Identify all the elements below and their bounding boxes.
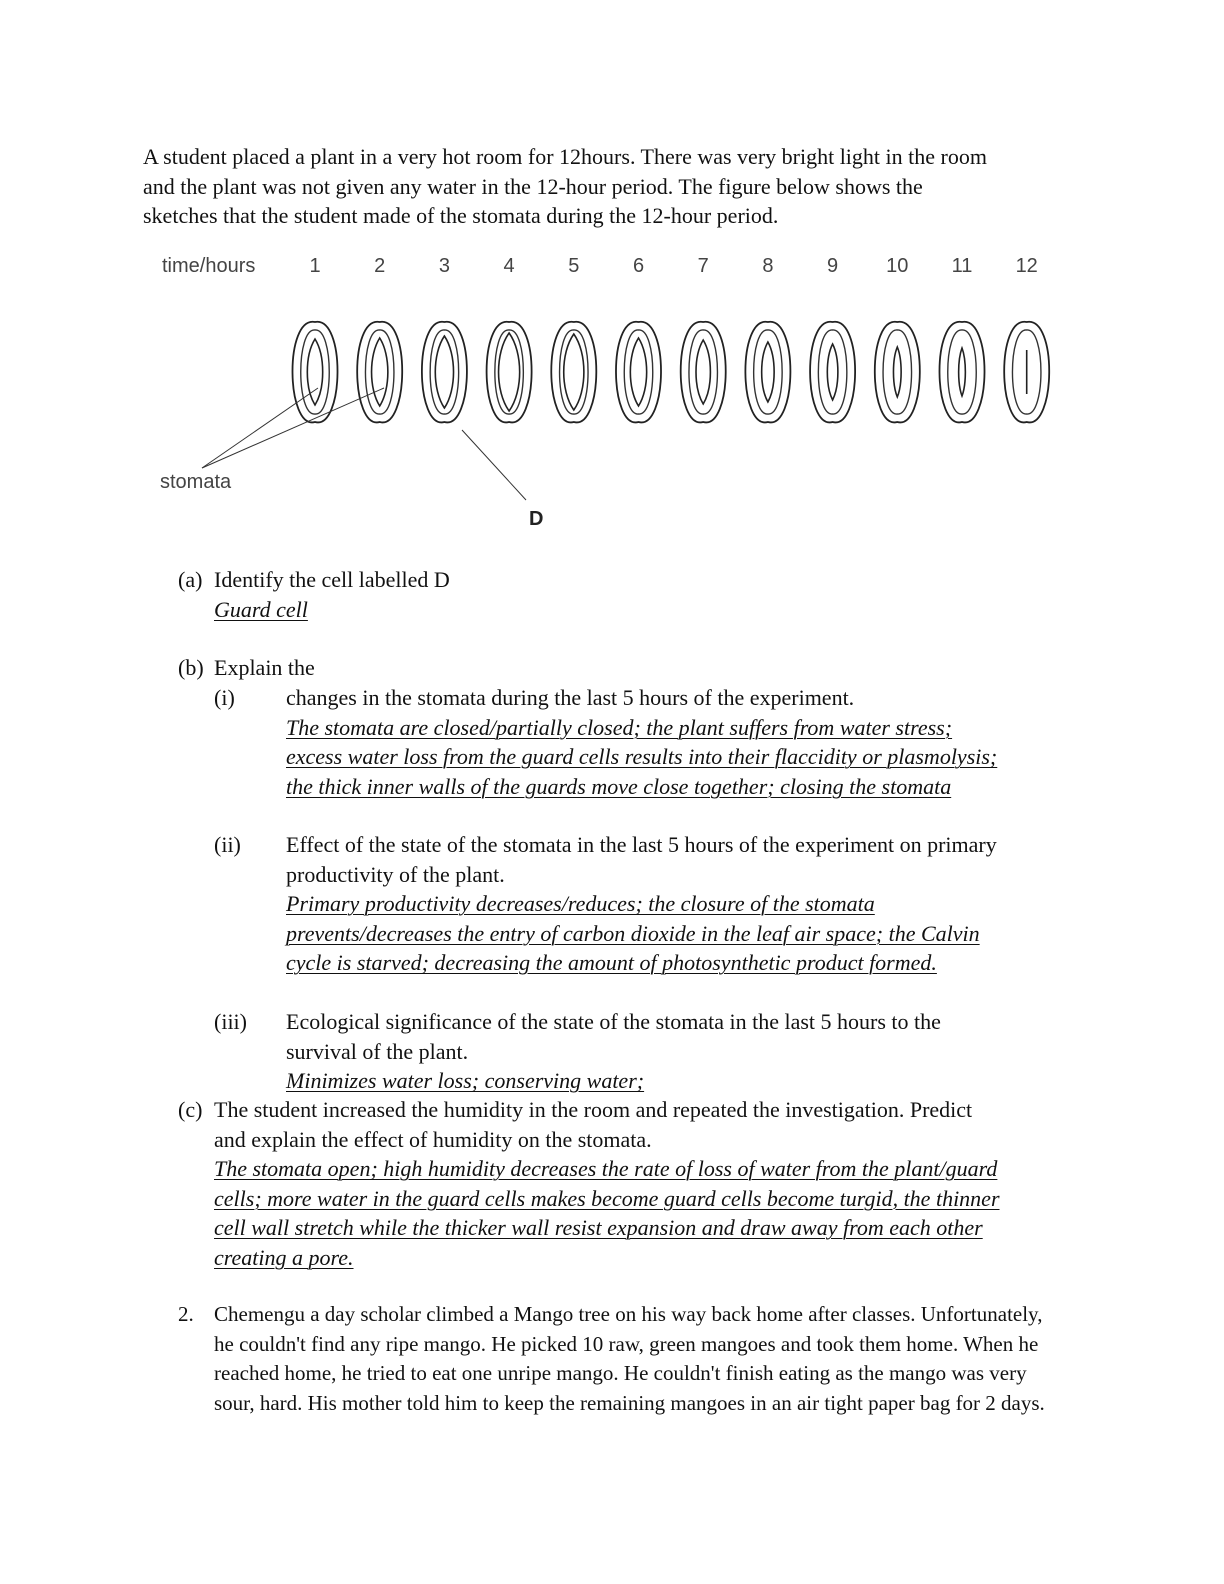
time-axis-label: time/hours — [162, 255, 256, 277]
stoma-sketch — [745, 322, 790, 423]
question-b-label: (b) — [178, 655, 204, 680]
stoma-pore — [435, 336, 453, 408]
answer-line: Minimizes water loss; conserving water; — [286, 1068, 645, 1093]
stoma-pore — [696, 340, 710, 404]
question-a-text: Identify the cell labelled D — [214, 567, 450, 592]
question-2-line: he couldn't find any ripe mango. He picked 10 raw, green mangoes and took them home. When he — [214, 1331, 1039, 1356]
hour-label: 5 — [568, 255, 580, 277]
guard-cell-inner-wall — [689, 330, 718, 414]
answer-line: excess water loss from the guard cells results into their flaccidity or plasmolysis; — [286, 744, 998, 769]
guard-cell-outline — [551, 322, 596, 423]
stoma-pore — [307, 339, 322, 405]
question-a-label: (a) — [178, 567, 203, 592]
question-c-text: and explain the effect of humidity on the stomata. — [214, 1126, 652, 1152]
question-c-label: (c) — [178, 1097, 203, 1122]
stoma-pore — [959, 348, 966, 396]
stoma-sketch — [292, 322, 337, 423]
intro-line: and the plant was not given any water in the 12-hour period. The figure below shows the — [143, 173, 923, 199]
hour-label: 12 — [1015, 255, 1038, 277]
hour-label: 10 — [886, 255, 909, 277]
question-2-line: reached home, he tried to eat one unripe mango. He couldn't finish eating as the mango was very — [214, 1361, 1027, 1385]
stomata-figure — [150, 248, 1070, 538]
question-b-ii-text: productivity of the plant. — [286, 861, 505, 887]
hour-label: 4 — [503, 255, 515, 277]
question-b-ii-text: Effect of the state of the stomata in the last 5 hours of the experiment on primary — [286, 832, 997, 857]
guard-cell-inner-wall — [948, 330, 977, 414]
answer-line: cell wall stretch while the thicker wall resist expansion and draw away from each other — [214, 1215, 983, 1240]
stomata-label: stomata — [160, 471, 232, 493]
guard-cell-outline — [810, 322, 855, 423]
guard-cell-inner-wall — [883, 330, 912, 414]
stoma-sketch — [939, 322, 984, 423]
answer-line: prevents/decreases the entry of carbon dioxide in the leaf air space; the Calvin — [286, 920, 980, 946]
guard-cell-outline — [745, 322, 790, 423]
hour-label: 6 — [632, 255, 645, 277]
stoma-sketch — [1004, 322, 1049, 423]
stoma-pore — [564, 334, 584, 410]
question-b-iii-text: Ecological significance of the state of the stomata in the last 5 hours to the — [286, 1009, 941, 1034]
question-2-line: sour, hard. His mother told him to keep the remaining mangoes in an air tight paper bag for 2 days. — [214, 1390, 1045, 1415]
question-b-iii-text: survival of the plant. — [286, 1038, 469, 1064]
question-b-text: Explain the — [214, 655, 315, 680]
question-c-text: The student increased the humidity in the room and repeated the investigation. Predict — [214, 1097, 973, 1122]
hour-label: 8 — [762, 255, 774, 277]
stoma-pore — [762, 342, 774, 402]
stomata-pointer-line — [202, 388, 384, 468]
hour-label: 2 — [374, 255, 386, 277]
answer-line: cycle is starved; decreasing the amount of photosynthetic product formed. — [286, 950, 937, 975]
intro-line: sketches that the student made of the stomata during the 12-hour period. — [143, 203, 779, 228]
hour-label: 1 — [309, 255, 321, 277]
stoma-sketch — [357, 322, 402, 423]
answer-line: creating a pore. — [214, 1244, 354, 1270]
question-b-ii — [214, 830, 1074, 978]
question-2-line: Chemengu a day scholar climbed a Mango tree on his way back home after classes. Unfortunately, — [214, 1302, 1043, 1326]
question-b-iii — [214, 1007, 1074, 1096]
question-b-iii-label: (iii) — [214, 1009, 247, 1034]
stoma-sketch — [810, 322, 855, 423]
question-b-i-text: changes in the stomata during the last 5 hours of the experiment. — [286, 685, 855, 710]
intro-paragraph — [143, 142, 1078, 231]
guard-cell-outline — [487, 322, 532, 423]
guard-cell-outline — [875, 322, 920, 423]
guard-cell-inner-wall — [301, 330, 330, 414]
question-b-i-label: (i) — [214, 685, 235, 710]
intro-line: A student placed a plant in a very hot room for 12hours. There was very bright light in the room — [143, 144, 987, 169]
answer-line: The stomata are closed/partially closed; the plant suffers from water stress; — [286, 714, 953, 740]
answer-line: the thick inner walls of the guards move close together; closing the stomata — [286, 773, 952, 799]
stoma-pore — [630, 338, 646, 406]
question-a — [178, 565, 1078, 624]
stoma-sketch — [422, 322, 467, 423]
stoma-sketch — [616, 322, 661, 423]
question-2-number: 2. — [178, 1302, 194, 1326]
stoma-pore — [827, 344, 838, 400]
answer-line: cells; more water in the guard cells makes become guard cells become turgid, the thinner — [214, 1185, 1000, 1211]
guard-cell-inner-wall — [430, 330, 459, 414]
question-b-i — [214, 683, 1074, 801]
hour-label: 9 — [827, 255, 839, 277]
question-b-ii-label: (ii) — [214, 832, 241, 857]
stoma-sketch — [487, 322, 532, 423]
question-c — [178, 1095, 1078, 1272]
guard-cell-outline — [681, 322, 726, 423]
question-a-answer: Guard cell — [214, 596, 308, 622]
stoma-pore — [499, 333, 520, 411]
stoma-pore — [893, 347, 901, 397]
question-b — [178, 653, 1078, 683]
d-pointer-line — [462, 430, 526, 500]
stoma-sketch — [551, 322, 596, 423]
stoma-sketch — [681, 322, 726, 423]
guard-cell-inner-wall — [624, 330, 653, 414]
guard-cell-outline — [292, 322, 337, 423]
stoma-pore — [372, 338, 388, 406]
d-label: D — [529, 508, 544, 530]
guard-cell-outline — [939, 322, 984, 423]
stoma-sketch — [875, 322, 920, 423]
answer-line: The stomata open; high humidity decreases the rate of loss of water from the plant/guard — [214, 1156, 998, 1181]
hour-label: 3 — [438, 255, 450, 277]
guard-cell-inner-wall — [365, 330, 394, 414]
hour-label: 7 — [697, 255, 709, 277]
answer-line: Primary productivity decreases/reduces; the closure of the stomata — [286, 891, 875, 916]
hour-label: 11 — [951, 255, 973, 277]
stomata-pointer-line — [202, 388, 318, 468]
